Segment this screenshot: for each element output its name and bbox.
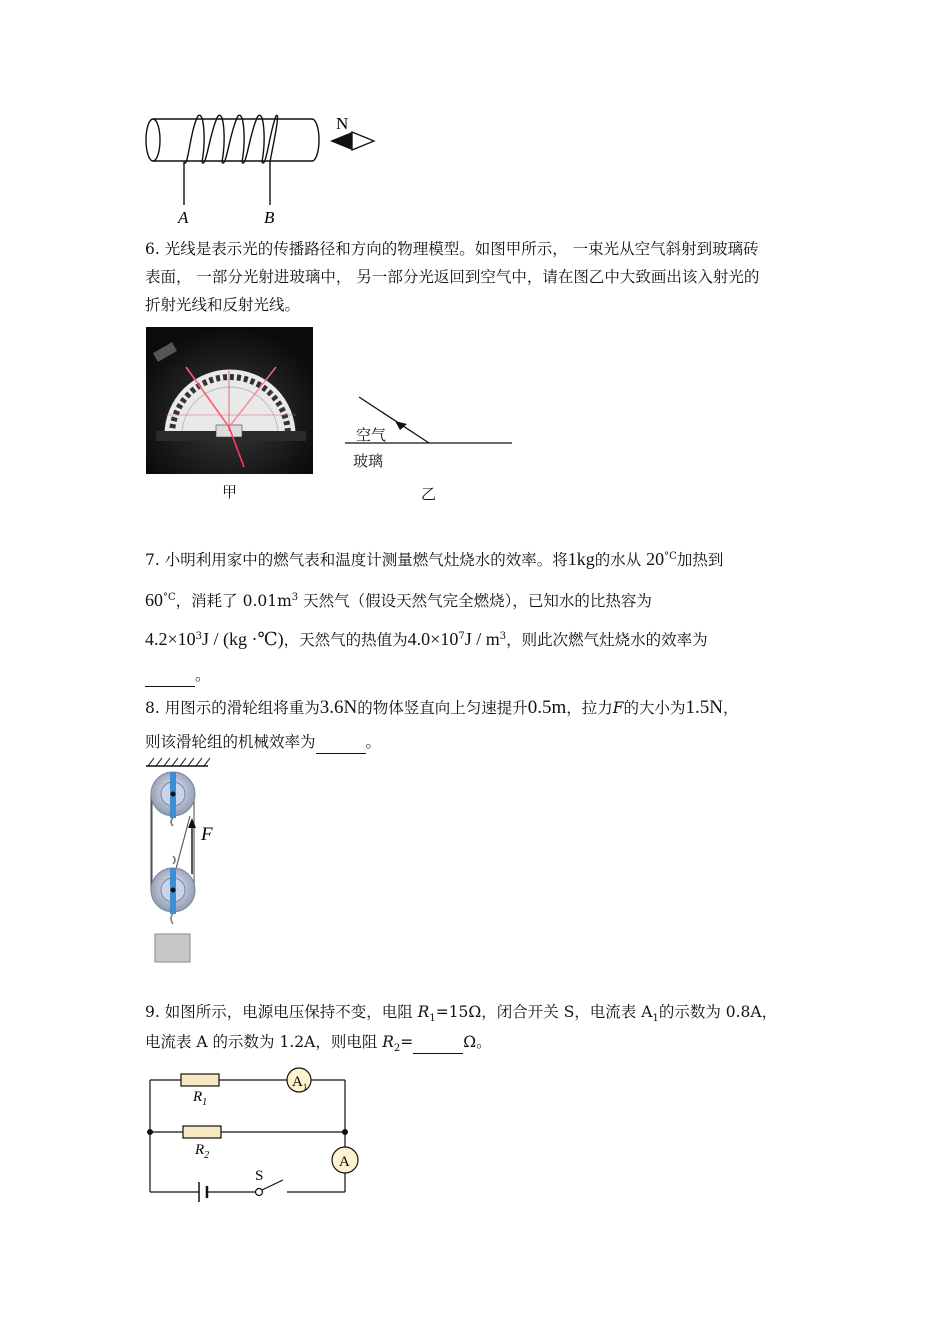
compass-pole-label: N: [336, 114, 349, 133]
q8-line1: 8. 用图示的滑轮组将重为3.6N的物体竖直向上匀速提升0.5m，拉力F的大小为1.5N，: [145, 697, 739, 718]
glass-label: 玻璃: [353, 452, 384, 470]
fig-b-caption: 乙: [421, 485, 437, 503]
terminal-b-label: B: [264, 208, 275, 227]
q7-line2: $60^{^\circ C}$，消耗了 $0.01m^3$ 天然气（假设天然气完全燃烧），已知水的比热容为: [145, 590, 652, 611]
terminal-a-label: A: [178, 208, 189, 227]
q7-answer-blank[interactable]: [145, 664, 195, 687]
fig-a-caption: 甲: [222, 483, 238, 501]
switch-label: S: [255, 1168, 264, 1184]
q7-line4: 。: [145, 664, 211, 687]
q7-line3: $4.2\times 10^3J / (kg$ ·℃)，天然气的热值为$4.0\times 10^7J / m^3$，则此次燃气灶烧水的效率为: [145, 629, 708, 650]
force-label: F: [201, 824, 213, 845]
q9-line1: 9. 如图所示，电源电压保持不变，电阻 $R_1=15\Omega$，闭合开关 S，电流表 $A_1$的示数为 0.8A，: [145, 1003, 778, 1025]
q9-line2: 电流表 A 的示数为 1.2A，则电阻 $R_2= \Omega$。: [145, 1033, 492, 1055]
a-meter-label: A: [339, 1154, 350, 1170]
q8-answer-blank[interactable]: [316, 731, 366, 754]
q6-line1: 6. 光线是表示光的传播路径和方向的物理模型。如图甲所示， 一束光从空气斜射到玻璃砖: [145, 240, 759, 258]
q8-line2: 则该滑轮组的机械效率为 。: [145, 731, 381, 754]
q9-answer-blank[interactable]: [413, 1031, 463, 1054]
refraction-photo: [146, 327, 313, 474]
circuit-diagram: [145, 1062, 365, 1207]
q6-line3: 折射光线和反射光线。: [145, 296, 301, 314]
q7-line1: 7. 小明利用家中的燃气表和温度计测量燃气灶烧水的效率。将1kg的水从 $20^{^\circ C}$加热到: [145, 549, 724, 570]
q6-line2: 表面， 一部分光射进玻璃中， 另一部分光返回到空气中，请在图乙中大致画出该入射光的: [145, 268, 760, 286]
r2-label: $R_2$: [195, 1142, 210, 1161]
a1-meter-label: $A_1$: [292, 1074, 308, 1092]
air-label: 空气: [356, 426, 387, 444]
pulley-figure: [140, 756, 235, 968]
solenoid-figure: [140, 110, 390, 230]
r1-label: $R_1$: [193, 1089, 208, 1108]
